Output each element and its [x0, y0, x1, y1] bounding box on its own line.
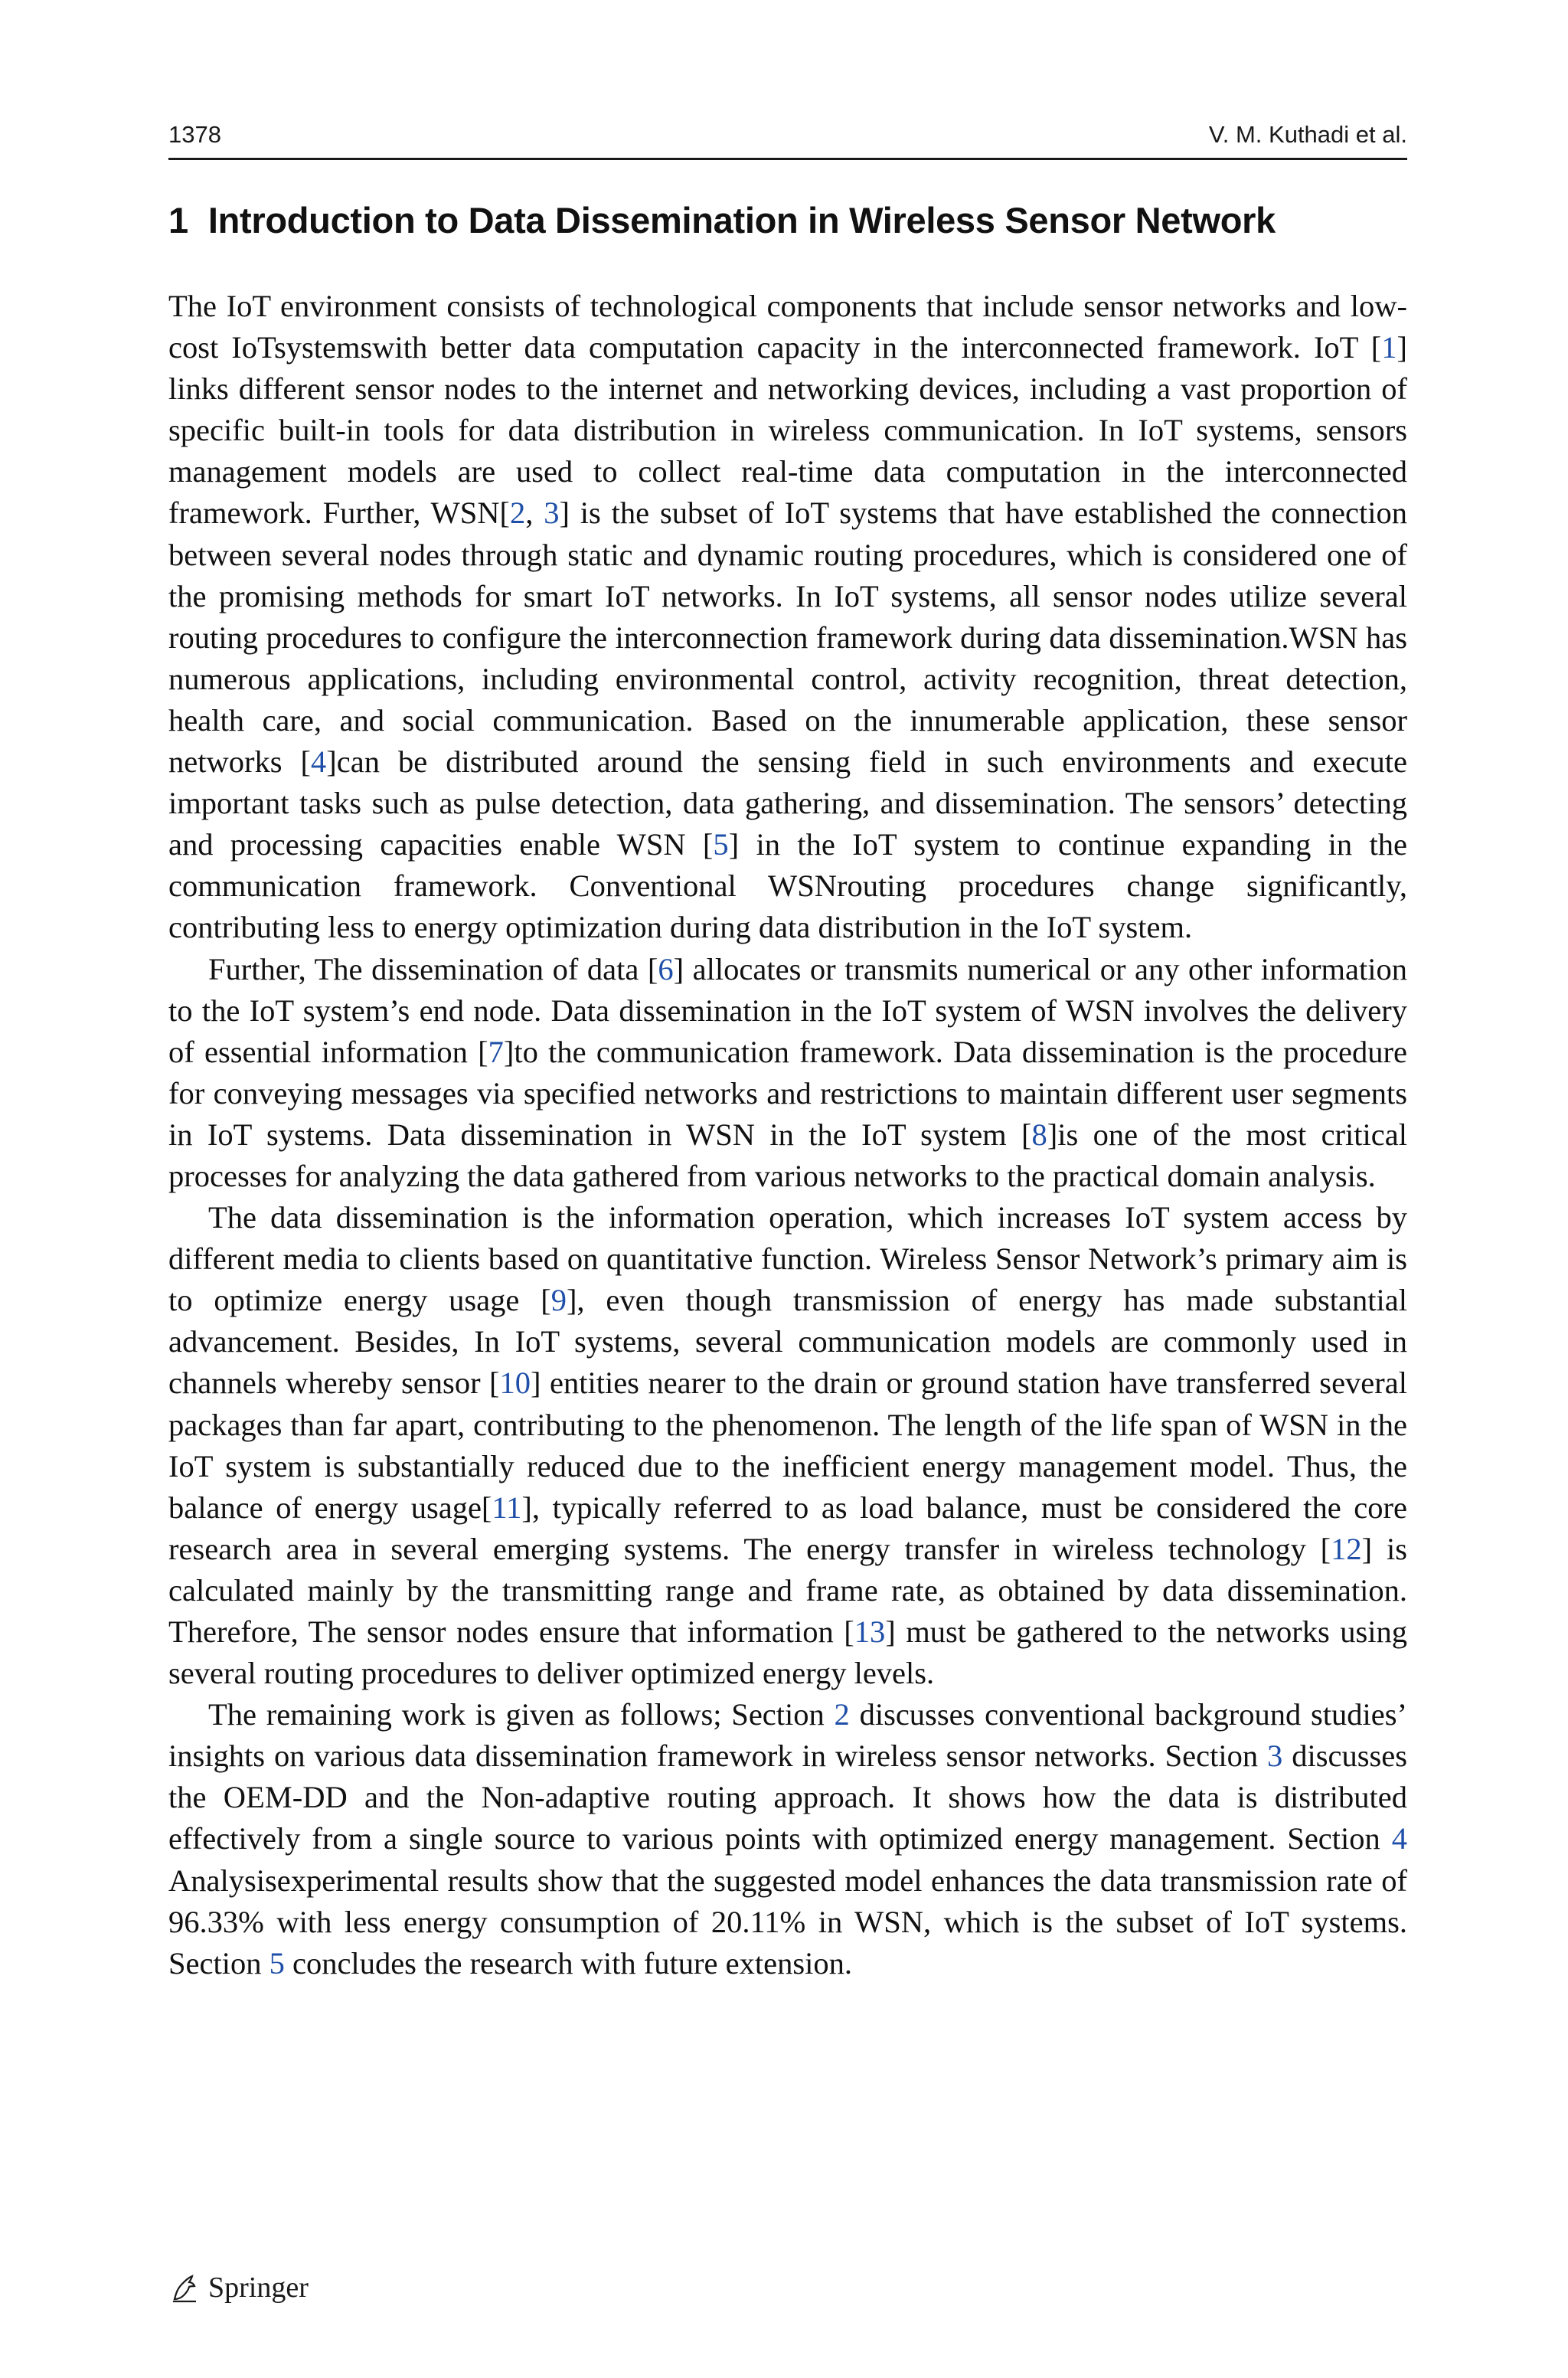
section-heading [168, 199, 1407, 241]
citation-link[interactable]: 8 [1031, 1117, 1047, 1152]
citation-link[interactable]: 2 [509, 496, 526, 531]
section-title: Introduction to Data Dissemination in Wireless Sensor Network [207, 200, 1276, 240]
paragraph-text: ] links different sensor nodes to the internet and networking devices, including a vast proportion of specific built-in tools for data distribution in wireless communication. In IoT systems, sensors management models are used to collect real-time data computation in the interconnected framework. Further, WSN[ [168, 330, 1407, 531]
citation-link[interactable]: 7 [488, 1034, 504, 1069]
paragraph-text: ]can be distributed around the sensing field in such environments and execute important tasks such as pulse detection, data gathering, and dissemination. The sensors’ detecting and processing capacities enable WSN [ [168, 744, 1407, 862]
paragraph-text: The data dissemination is the information operation, which increases IoT system access by different media to clients based on quantitative function. Wireless Sensor Network’s primary aim is to optimize energy usage [ [168, 1200, 1407, 1318]
paragraph-text: Further, The dissemination of data [ [208, 951, 658, 986]
citation-link[interactable]: 2 [834, 1697, 850, 1732]
paragraph-text: The IoT environment consists of technological components that include sensor networks and low-cost IoTsystemswith better data computation capacity in the interconnected framework. IoT [ [168, 289, 1407, 365]
body-text [168, 286, 1407, 1984]
citation-link[interactable]: 3 [544, 496, 560, 531]
citation-link[interactable]: 5 [713, 827, 729, 862]
paragraph-text: discusses the OEM-DD and the Non-adaptive routing approach. It shows how the data is distributed effectively from a single source to various points with optimized energy management. Section [168, 1739, 1407, 1856]
paragraph [168, 949, 1407, 1198]
paragraph-text: The remaining work is given as follows; Section [208, 1697, 835, 1732]
paragraph [168, 286, 1407, 949]
running-head-authors: V. M. Kuthadi et al. [1208, 121, 1407, 148]
paragraph-text: ], even though transmission of energy has made substantial advancement. Besides, In IoT systems, several communication models are commonly used in channels whereby sensor [ [168, 1283, 1407, 1401]
paragraph-text: ]to the communication framework. Data dissemination is the procedure for conveying messages via specified networks and restrictions to maintain different user segments in IoT systems. Data dissemination in WSN in the IoT system [ [168, 1034, 1407, 1152]
paragraph-text: ] must be gathered to the networks using several routing procedures to deliver optimized energy levels. [168, 1614, 1407, 1691]
paragraph-text: discusses conventional background studies’ insights on various data dissemination framework in wireless sensor networks. Section [168, 1697, 1407, 1774]
citation-link[interactable]: 9 [550, 1283, 567, 1318]
page-number: 1378 [168, 121, 221, 148]
publisher-logo [168, 2268, 309, 2307]
paragraph-text: ] is calculated mainly by the transmitting range and frame rate, as obtained by data dissemination. Therefore, The sensor nodes ensure that information [ [168, 1531, 1408, 1649]
paragraph [168, 1197, 1407, 1694]
paragraph-text: ], typically referred to as load balance, must be considered the core research area in several emerging systems. The energy transfer in wireless technology [ [168, 1490, 1407, 1566]
citation-link[interactable]: 4 [1391, 1821, 1407, 1856]
paragraph-text: concludes the research with future extension. [284, 1945, 852, 1981]
citation-link[interactable]: 10 [499, 1366, 531, 1401]
paragraph-text: ]is one of the most critical processes for analyzing the data gathered from various networks to the practical domain analysis. [168, 1117, 1407, 1193]
paragraph [168, 1694, 1407, 1984]
citation-link[interactable]: 5 [269, 1945, 285, 1981]
citation-link[interactable]: 4 [311, 744, 327, 780]
header-rule [168, 158, 1407, 160]
paragraph-text: ] allocates or transmits numerical or any other information to the IoT system’s end node. Data dissemination in the IoT system of WSN involves the delivery of essential information [ [168, 951, 1407, 1069]
paragraph-text: , [525, 496, 544, 531]
citation-link[interactable]: 3 [1267, 1739, 1283, 1774]
paragraph-text: ] is the subset of IoT systems that have established the connection between several nodes through static and dynamic routing procedures, which is considered one of the promising methods for smart IoT networks. In IoT systems, all sensor nodes utilize several routing procedures to configure the interconnection framework during data dissemination.WSN has numerous applications, including environmental control, activity recognition, threat detection, health care, and social communication. Based on the innumerable application, these sensor networks [ [168, 496, 1407, 780]
section-number: 1 [168, 200, 188, 240]
citation-link[interactable]: 11 [492, 1490, 522, 1525]
paragraph-text: ] entities nearer to the drain or ground station have transferred several packages than far apart, contributing to the phenomenon. The length of the life span of WSN in the IoT system is substantially reduced due to the inefficient energy management model. Thus, the balance of energy usage[ [168, 1366, 1407, 1525]
paragraph-text: Analysisexperimental results show that the suggested model enhances the data transmission rate of 96.33% with less energy consumption of 20.11% in WSN, which is the subset of IoT systems. Section [168, 1863, 1407, 1981]
paragraph-text: ] in the IoT system to continue expanding in the communication framework. Conventional WSNrouting procedures change significantly, contributing less to energy optimization during data distribution in the IoT system. [168, 827, 1407, 945]
citation-link[interactable]: 6 [658, 951, 674, 986]
citation-link[interactable]: 12 [1331, 1531, 1362, 1566]
publisher-name: Springer [208, 2272, 309, 2304]
citation-link[interactable]: 1 [1381, 330, 1397, 365]
running-head [168, 115, 1407, 153]
citation-link[interactable]: 13 [854, 1614, 886, 1649]
springer-horse-icon [168, 2272, 201, 2304]
